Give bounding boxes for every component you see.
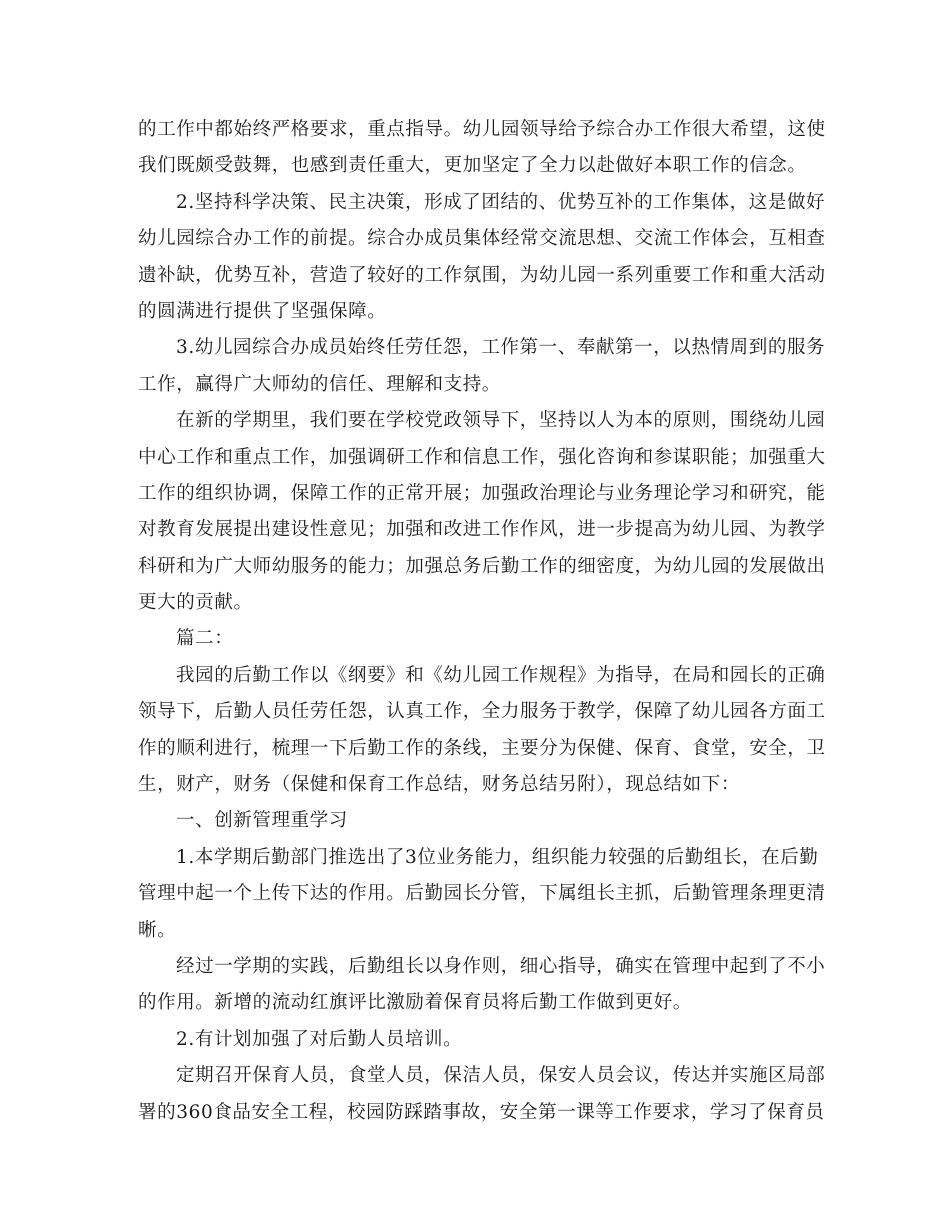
text-line: 晰。 (138, 919, 177, 941)
text-line: 我园的后勤工作以《纲要》和《幼儿园工作规程》为指导，在局和园长的正确 (176, 664, 826, 686)
text-line: 2.坚持科学决策、民主决策，形成了团结的、优势互补的工作集体，这是做好 (176, 191, 826, 213)
section-heading: 一、创新管理重学习 (176, 810, 348, 832)
text-line: 更大的贡献。 (138, 592, 253, 614)
text-line: 科研和为广大师幼服务的能力；加强总务后勤工作的细密度，为幼儿园的发展做出 (138, 555, 826, 577)
text-line: 生，财产，财务（保健和保育工作总结，财务总结另附），现总结如下： (138, 774, 740, 796)
text-line: 定期召开保育人员，食堂人员，保洁人员，保安人员会议，传达并实施区局部 (176, 1065, 826, 1087)
text-line: 对教育发展提出建设性意见；加强和改进工作作风，进一步提高为幼儿园、为教学 (138, 519, 826, 541)
text-line: 经过一学期的实践，后勤组长以身作则，细心指导，确实在管理中起到了不小 (176, 955, 826, 977)
text-line: 工作，赢得广大师幼的信任、理解和支持。 (138, 373, 501, 395)
text-line: 管理中起一个上传下达的作用。后勤园长分管，下属组长主抓，后勤管理条理更清 (138, 883, 826, 905)
document-body (138, 112, 826, 1131)
text-line: 中心工作和重点工作，加强调研工作和信息工作，强化咨询和参谋职能；加强重大 (138, 446, 826, 468)
section-heading: 篇二： (176, 628, 234, 650)
text-line: 3.幼儿园综合办成员始终任劳任怨，工作第一、奉献第一，以热情周到的服务 (176, 337, 826, 359)
text-line: 署的360食品安全工程，校园防踩踏事故，安全第一课等工作要求，学习了保育员 (138, 1101, 825, 1123)
text-line: 作的顺利进行，梳理一下后勤工作的条线，主要分为保健、保育、食堂，安全，卫 (138, 737, 826, 759)
text-line: 2.有计划加强了对后勤人员培训。 (176, 1028, 463, 1050)
text-line: 在新的学期里，我们要在学校党政领导下，坚持以人为本的原则，围绕幼儿园 (176, 410, 826, 432)
text-line: 工作的组织协调，保障工作的正常开展；加强政治理论与业务理论学习和研究，能 (138, 482, 826, 504)
text-line: 领导下，后勤人员任劳任怨，认真工作，全力服务于教学，保障了幼儿园各方面工 (138, 701, 826, 723)
text-line: 的工作中都始终严格要求，重点指导。幼儿园领导给予综合办工作很大希望，这使 (138, 119, 826, 140)
text-line: 1.本学期后勤部门推选出了3位业务能力，组织能力较强的后勤组长，在后勤 (176, 846, 819, 868)
text-line: 的圆满进行提供了坚强保障。 (138, 300, 387, 322)
text-line: 遗补缺，优势互补，营造了较好的工作氛围，为幼儿园一系列重要工作和重大活动 (138, 264, 826, 286)
text-line: 我们既颇受鼓舞，也感到责任重大，更加坚定了全力以赴做好本职工作的信念。 (138, 155, 807, 177)
text-line: 的作用。新增的流动红旗评比激励着保育员将后勤工作做到更好。 (138, 992, 692, 1014)
text-line: 幼儿园综合办工作的前提。综合办成员集体经常交流思想、交流工作体会，互相查 (138, 228, 826, 250)
